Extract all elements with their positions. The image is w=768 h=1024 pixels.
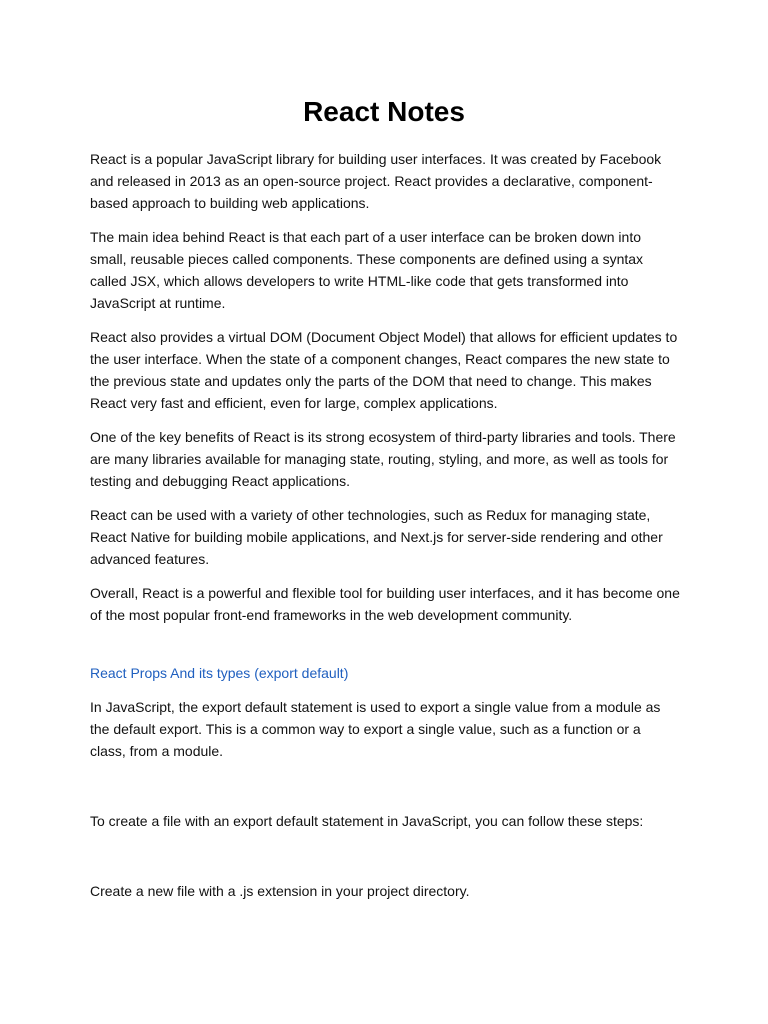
- paragraph-create-js-file: Create a new file with a .js extension in your project directory.: [90, 883, 470, 899]
- page-title: React Notes: [303, 96, 465, 127]
- paragraph-technologies: React can be used with a variety of other technologies, such as Redux for managing state, React Native for building mobile applications, and Next.js for server-side rendering and other advanced features.: [90, 507, 663, 567]
- paragraph-intro: React is a popular JavaScript library for building user interfaces. It was created by Facebook and released in 2013 as an open-source project. React provides a declarative, component-based approach to building web applications.: [90, 151, 662, 211]
- paragraph-overall: Overall, React is a powerful and flexible tool for building user interfaces, and it has become one of the most popular front-end frameworks in the web development community.: [90, 585, 680, 623]
- paragraph-create-file-steps: To create a file with an export default statement in JavaScript, you can follow these steps:: [90, 813, 644, 829]
- document-body: [90, 148, 680, 914]
- section-heading-props: React Props And its types (export default): [90, 665, 349, 681]
- paragraph-ecosystem: One of the key benefits of React is its strong ecosystem of third-party libraries and tools. There are many libraries available for managing state, routing, styling, and more, as well as tools for testing and debugging React applications.: [90, 429, 676, 489]
- paragraph-components: The main idea behind React is that each part of a user interface can be broken down into small, reusable pieces called components. These components are defined using a syntax called JSX, which allows developers to write HTML-like code that gets transformed into JavaScript at runtime.: [90, 229, 644, 311]
- paragraph-export-default: In JavaScript, the export default statement is used to export a single value from a module as the default export. This is a common way to export a single value, such as a function or a class, from a module.: [90, 699, 661, 759]
- paragraph-virtual-dom: React also provides a virtual DOM (Document Object Model) that allows for efficient updates to the user interface. When the state of a component changes, React compares the new state to the previous state and updates only the parts of the DOM that need to change. This makes React very fast and efficient, even for large, complex applications.: [90, 329, 678, 411]
